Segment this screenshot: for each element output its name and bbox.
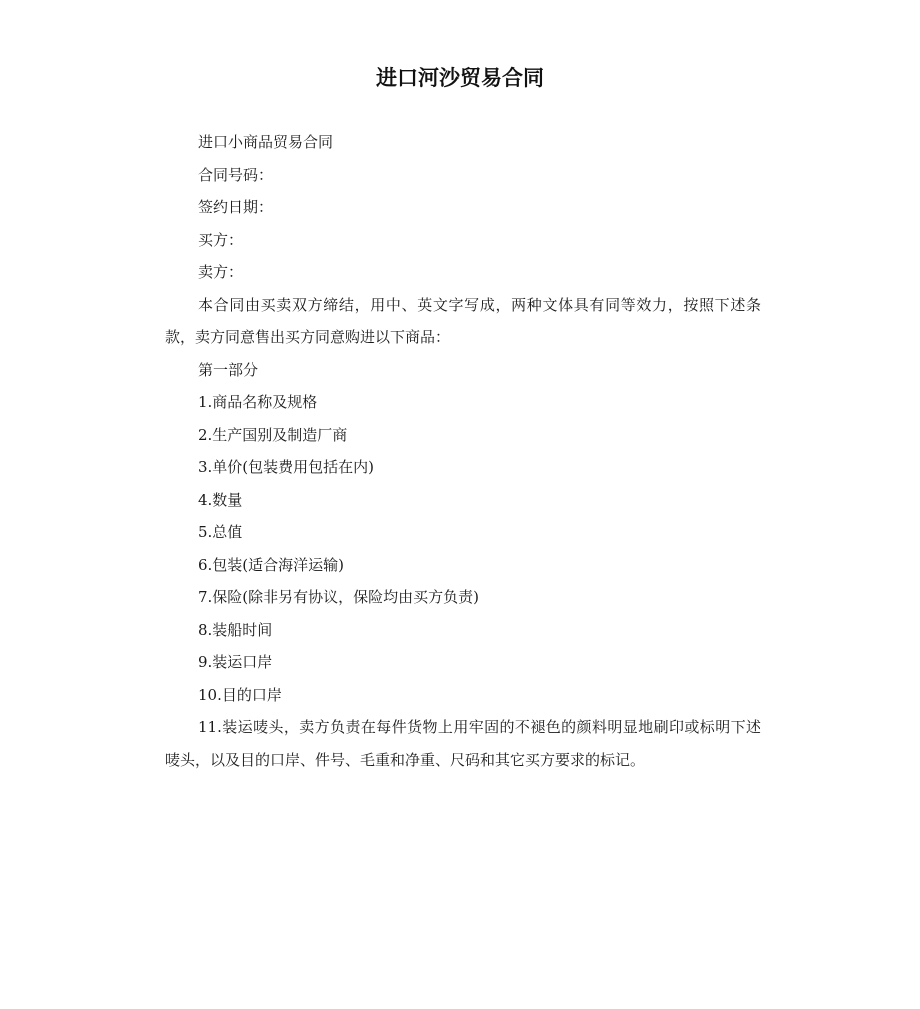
clause-item-9: 9.装运口岸 — [198, 653, 273, 671]
document-body — [165, 126, 761, 776]
paragraph-buyer: 买方： — [198, 230, 244, 249]
clause-item-6: 6.包装(适合海洋运输) — [198, 555, 345, 574]
paragraph-subtitle: 进口小商品贸易合同 — [198, 133, 334, 151]
paragraph-preamble: 本合同由买卖双方缔结，用中、英文字写成，两种文体具有同等效力，按照下述条款，卖方同意售出买方同意购进以下商品： — [165, 295, 761, 346]
paragraph-contract-number: 合同号码： — [198, 165, 274, 184]
paragraph-part-one: 第一部分 — [198, 360, 259, 379]
clause-item-4: 4.数量 — [198, 490, 243, 509]
clause-item-1: 1.商品名称及规格 — [198, 393, 318, 411]
paragraph-seller: 卖方： — [198, 263, 244, 281]
clause-item-8: 8.装船时间 — [198, 620, 273, 639]
paragraph-signing-date: 签约日期： — [198, 198, 274, 216]
clause-item-10: 10.目的口岸 — [198, 685, 282, 704]
clause-item-2: 2.生产国别及制造厂商 — [198, 425, 348, 444]
clause-item-11: 11.装运唛头，卖方负责在每件货物上用牢固的不褪色的颜料明显地刷印或标明下述唛头，以及目的口岸、件号、毛重和净重、尺码和其它买方要求的标记。 — [165, 718, 761, 769]
clause-item-3: 3.单价(包装费用包括在内) — [198, 458, 375, 476]
document-title: 进口河沙贸易合同 — [376, 66, 544, 90]
clause-item-7: 7.保险(除非另有协议，保险均由买方负责) — [198, 588, 480, 606]
clause-item-5: 5.总值 — [198, 523, 243, 541]
